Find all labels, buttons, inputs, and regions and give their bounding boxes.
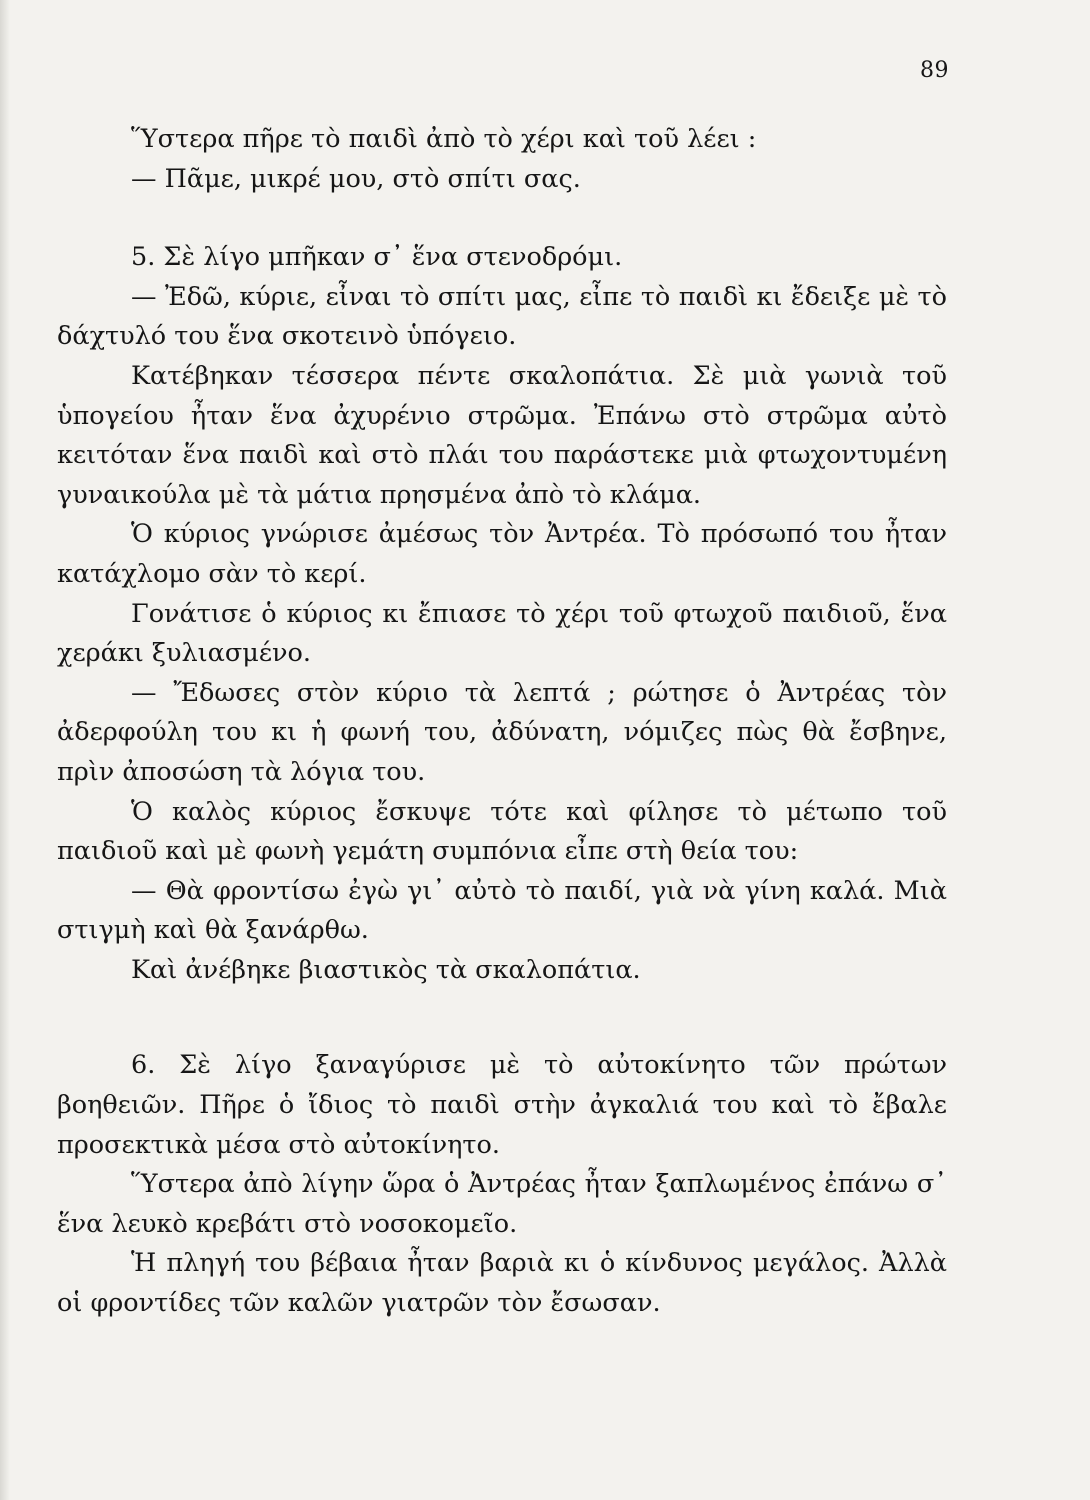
paragraph: Ὕστερα ἀπὸ λίγην ὥρα ὁ Ἀντρέας ἦταν ξαπλωμένος ἐπάνω σ᾽ ἕνα λευκὸ κρεβάτι στὸ νοσοκομεῖο. [57,1169,947,1239]
paragraph: Κατέβηκαν τέσσερα πέντε σκαλοπάτια. Σὲ μιὰ γωνιὰ τοῦ ὑπογείου ἦταν ἕνα ἀχυρένιο στρῶμα. Ἐπάνω στὸ στρῶμα αὐτὸ κειτόταν ἕνα παιδὶ καὶ στὸ πλάι του παράστεκε μιὰ φτωχοντυμένη γυναικούλα μὲ τὰ μάτια πρησμένα ἀπὸ τὸ κλάμα. [57,360,947,510]
paragraph: Καὶ ἀνέβηκε βιαστικὸς τὰ σκαλοπάτια. [131,954,641,985]
dialogue-line: — Ἔδωσες στὸν κύριο τὰ λεπτά ; ρώτησε ὁ Ἀντρέας τὸν ἀδερφούλη του κι ἡ φωνή του, ἀδύνατη, νόμιζες πὼς θὰ ἔσβηνε, πρὶν ἀποσώση τὰ λόγια του. [57,677,947,787]
body-text [57,120,947,1324]
section-5-paragraph: 5. Σὲ λίγο μπῆκαν σ᾽ ἕνα στενοδρόμι. [131,242,623,273]
paragraph: Ἡ πληγή του βέβαια ἦταν βαριὰ κι ὁ κίνδυνος μεγάλος. Ἀλλὰ οἱ φροντίδες τῶν καλῶν γιατρῶν τὸν ἔσωσαν. [57,1248,947,1319]
paragraph: Ὁ κύριος γνώρισε ἀμέσως τὸν Ἀντρέα. Τὸ πρόσωπό του ἦταν κατάχλομο σὰν τὸ κερί. [57,519,947,589]
section-6-paragraph: 6. Σὲ λίγο ξαναγύρισε μὲ τὸ αὐτοκίνητο τῶν πρώτων βοηθειῶν. Πῆρε ὁ ἴδιος τὸ παιδὶ στὴν ἀγκαλιά του καὶ τὸ ἔβαλε προσεκτικὰ μέσα στὸ αὐτοκίνητο. [57,1050,947,1160]
paragraph: Ὁ καλὸς κύριος ἔσκυψε τότε καὶ φίλησε τὸ μέτωπο τοῦ παιδιοῦ καὶ μὲ φωνὴ γεμάτη συμπόνια εἶπε στὴ θεία του: [57,796,947,867]
paragraph: Ὕστερα πῆρε τὸ παιδὶ ἀπὸ τὸ χέρι καὶ τοῦ λέει : [131,124,757,154]
dialogue-line: — Πᾶμε, μικρέ μου, στὸ σπίτι σας. [131,163,581,194]
page-edge-shadow [0,0,10,1500]
dialogue-line: — Ἐδῶ, κύριε, εἶναι τὸ σπίτι μας, εἶπε τὸ παιδὶ κι ἔδειξε μὲ τὸ δάχτυλό του ἕνα σκοτεινὸ ὑπόγειο. [57,281,947,352]
dialogue-line: — Θὰ φροντίσω ἐγὼ γι᾽ αὐτὸ τὸ παιδί, γιὰ νὰ γίνη καλά. Μιὰ στιγμὴ καὶ θὰ ξανάρθω. [57,875,947,946]
page-number: 89 [920,58,949,83]
paragraph: Γονάτισε ὁ κύριος κι ἔπιασε τὸ χέρι τοῦ φτωχοῦ παιδιοῦ, ἕνα χεράκι ξυλιασμένο. [57,598,947,669]
